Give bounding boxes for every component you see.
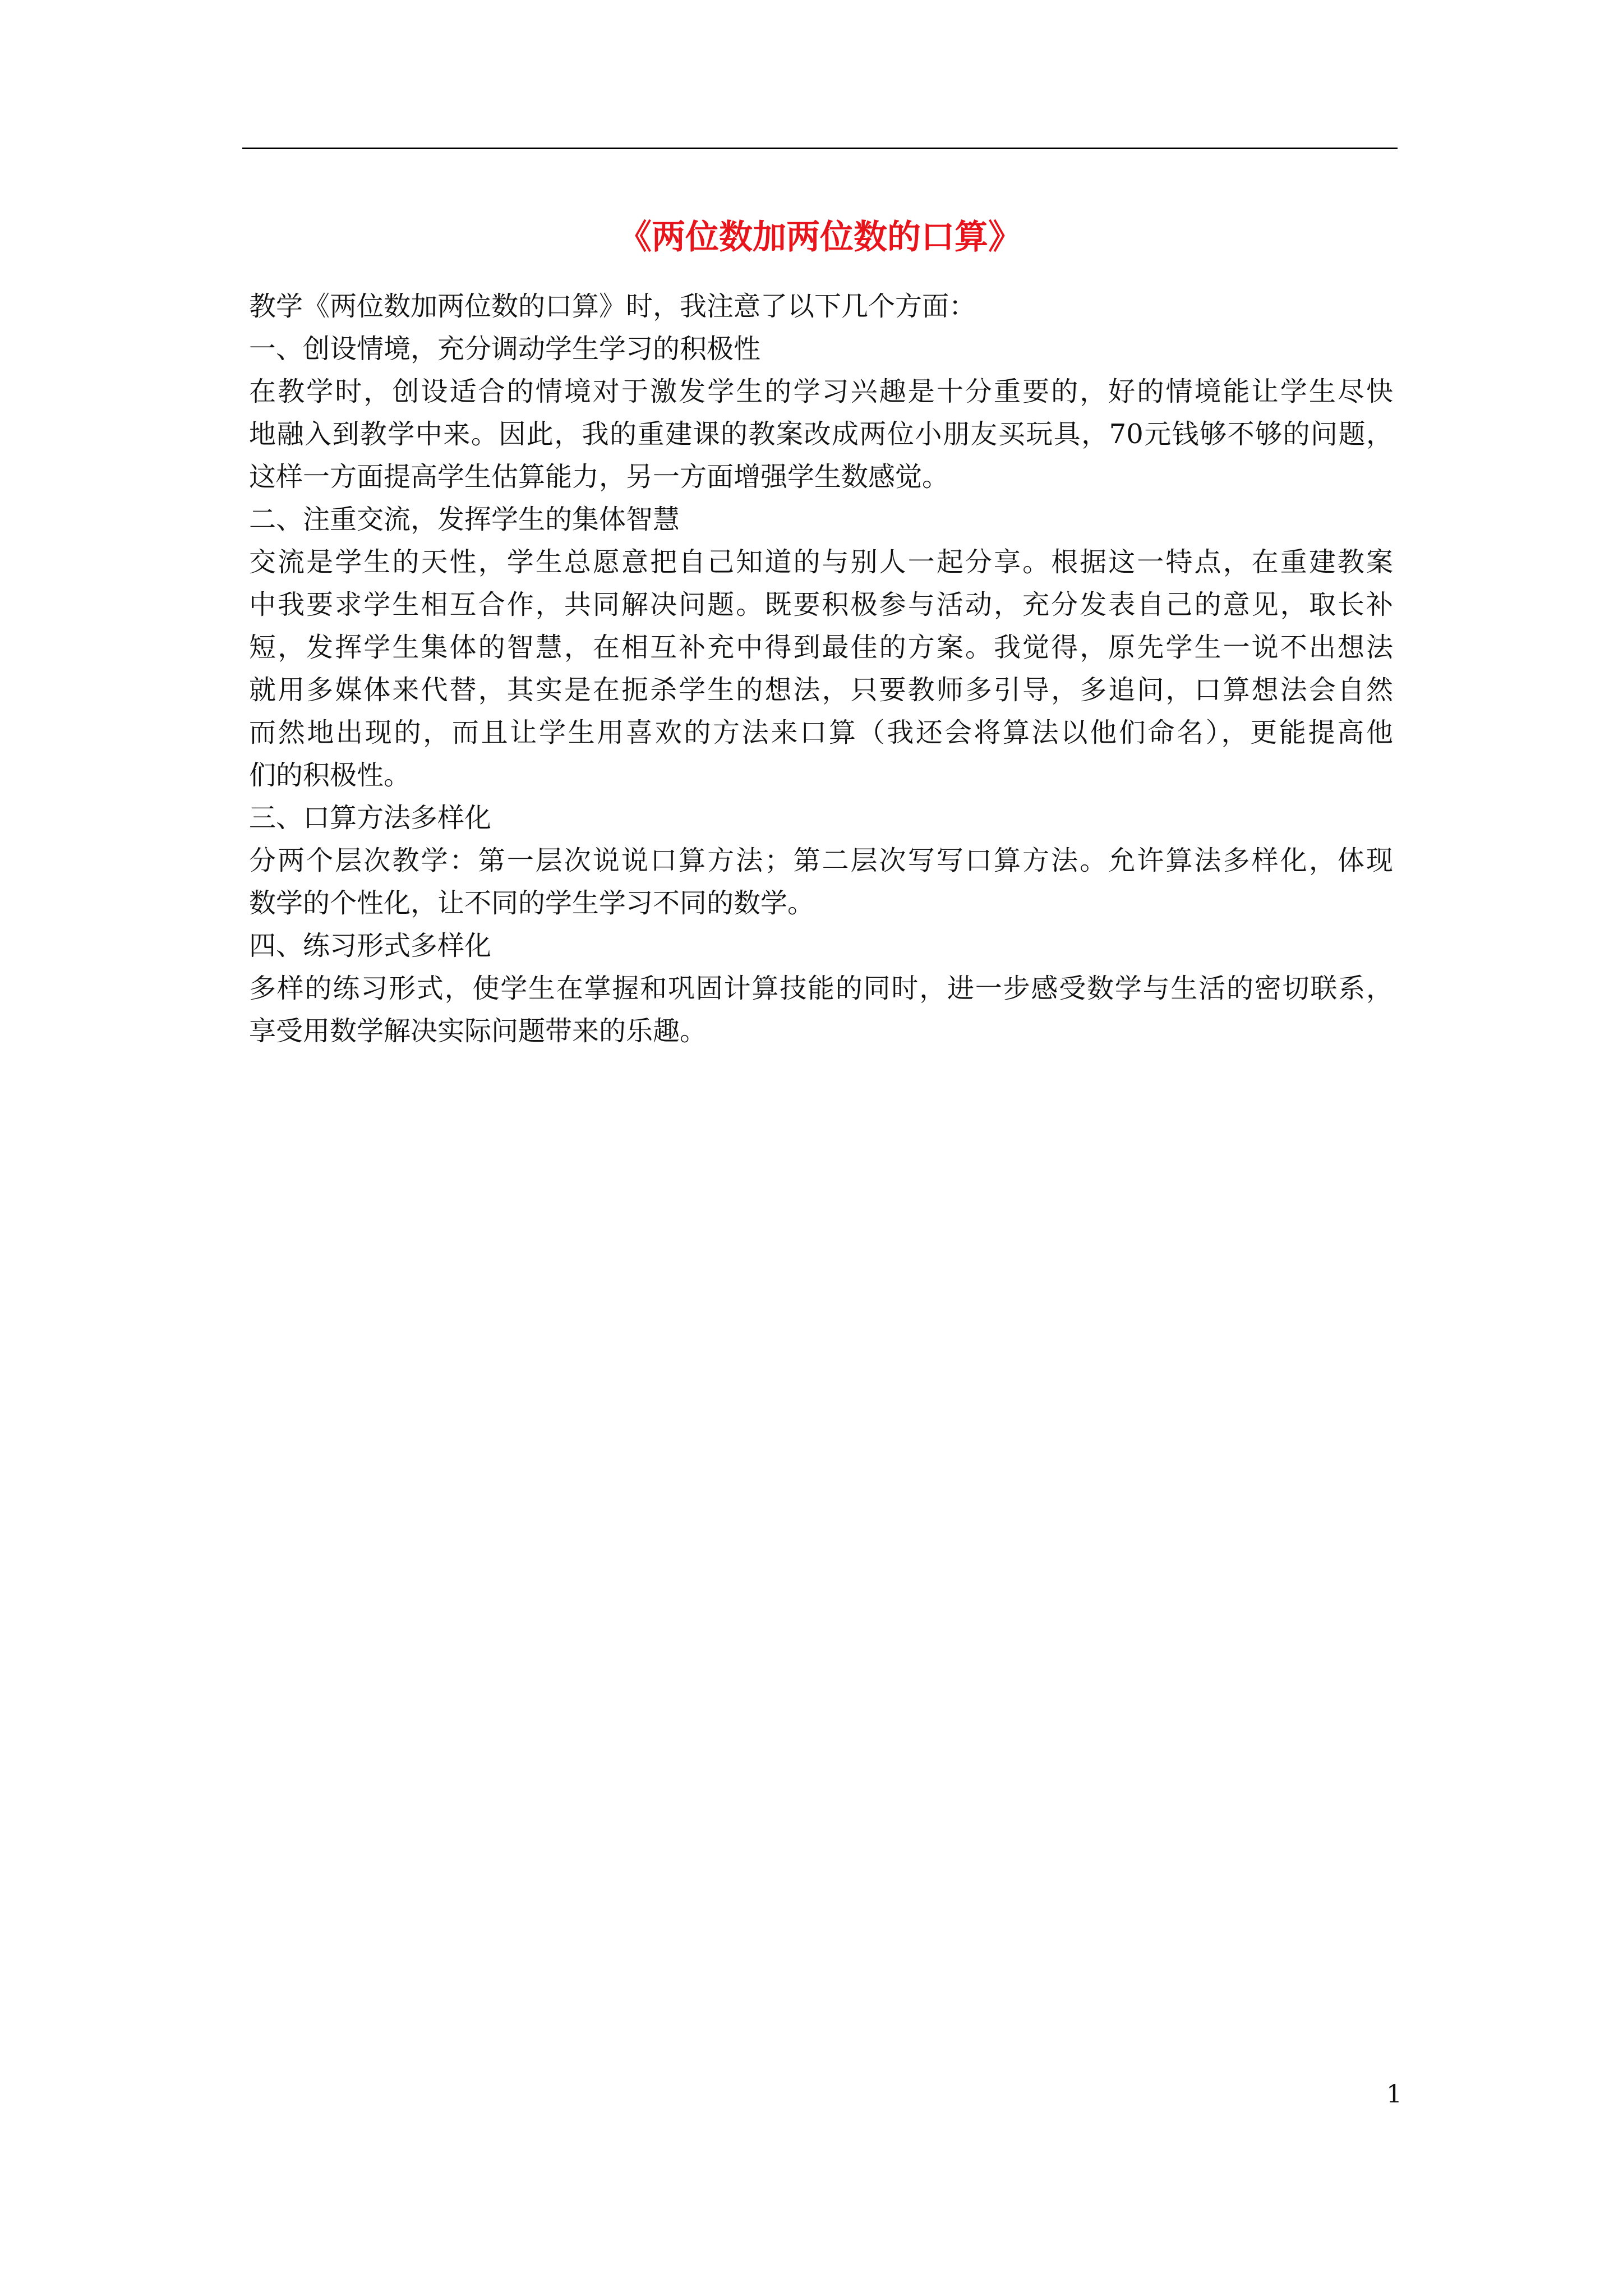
paragraph-line: 地融入到教学中来。因此，我的重建课的教案改成两位小朋友买玩具，70元钱够不够的问题，	[249, 418, 1393, 450]
section-heading: 一、创设情境，充分调动学生学习的积极性	[249, 333, 761, 365]
paragraph-line: 这样一方面提高学生估算能力，另一方面增强学生数感觉。	[249, 461, 949, 493]
paragraph-line: 享受用数学解决实际问题带来的乐趣。	[249, 1015, 707, 1047]
header-rule	[242, 148, 1398, 149]
paragraph-line: 而然地出现的，而且让学生用喜欢的方法来口算（我还会将算法以他们命名），更能提高他	[249, 717, 1393, 748]
document-title: 《两位数加两位数的口算》	[618, 218, 1022, 257]
paragraph-line: 们的积极性。	[249, 760, 411, 791]
page-number: 1	[1386, 2080, 1402, 2109]
document-body	[249, 285, 1393, 1052]
paragraph-line: 在教学时，创设适合的情境对于激发学生的学习兴趣是十分重要的，好的情境能让学生尽快	[249, 376, 1393, 407]
section-heading: 二、注重交流，发挥学生的集体智慧	[249, 504, 680, 535]
section-heading: 四、练习形式多样化	[249, 930, 492, 961]
section-heading: 三、口算方法多样化	[249, 802, 492, 834]
intro-line: 教学《两位数加两位数的口算》时，我注意了以下几个方面：	[249, 291, 976, 322]
paragraph-line: 多样的练习形式，使学生在掌握和巩固计算技能的同时，进一步感受数学与生活的密切联系，	[249, 973, 1393, 1004]
paragraph-line: 就用多媒体来代替，其实是在扼杀学生的想法，只要教师多引导，多追问，口算想法会自然	[249, 674, 1393, 706]
paragraph-line: 短，发挥学生集体的智慧，在相互补充中得到最佳的方案。我觉得，原先学生一说不出想法	[249, 632, 1393, 663]
paragraph-line: 数学的个性化，让不同的学生学习不同的数学。	[249, 887, 815, 919]
paragraph-line: 分两个层次教学：第一层次说说口算方法；第二层次写写口算方法。允许算法多样化，体现	[249, 845, 1393, 876]
paragraph-line: 中我要求学生相互合作，共同解决问题。既要积极参与活动，充分发表自己的意见，取长补	[249, 589, 1393, 620]
paragraph-line: 交流是学生的天性，学生总愿意把自己知道的与别人一起分享。根据这一特点，在重建教案	[249, 546, 1393, 578]
